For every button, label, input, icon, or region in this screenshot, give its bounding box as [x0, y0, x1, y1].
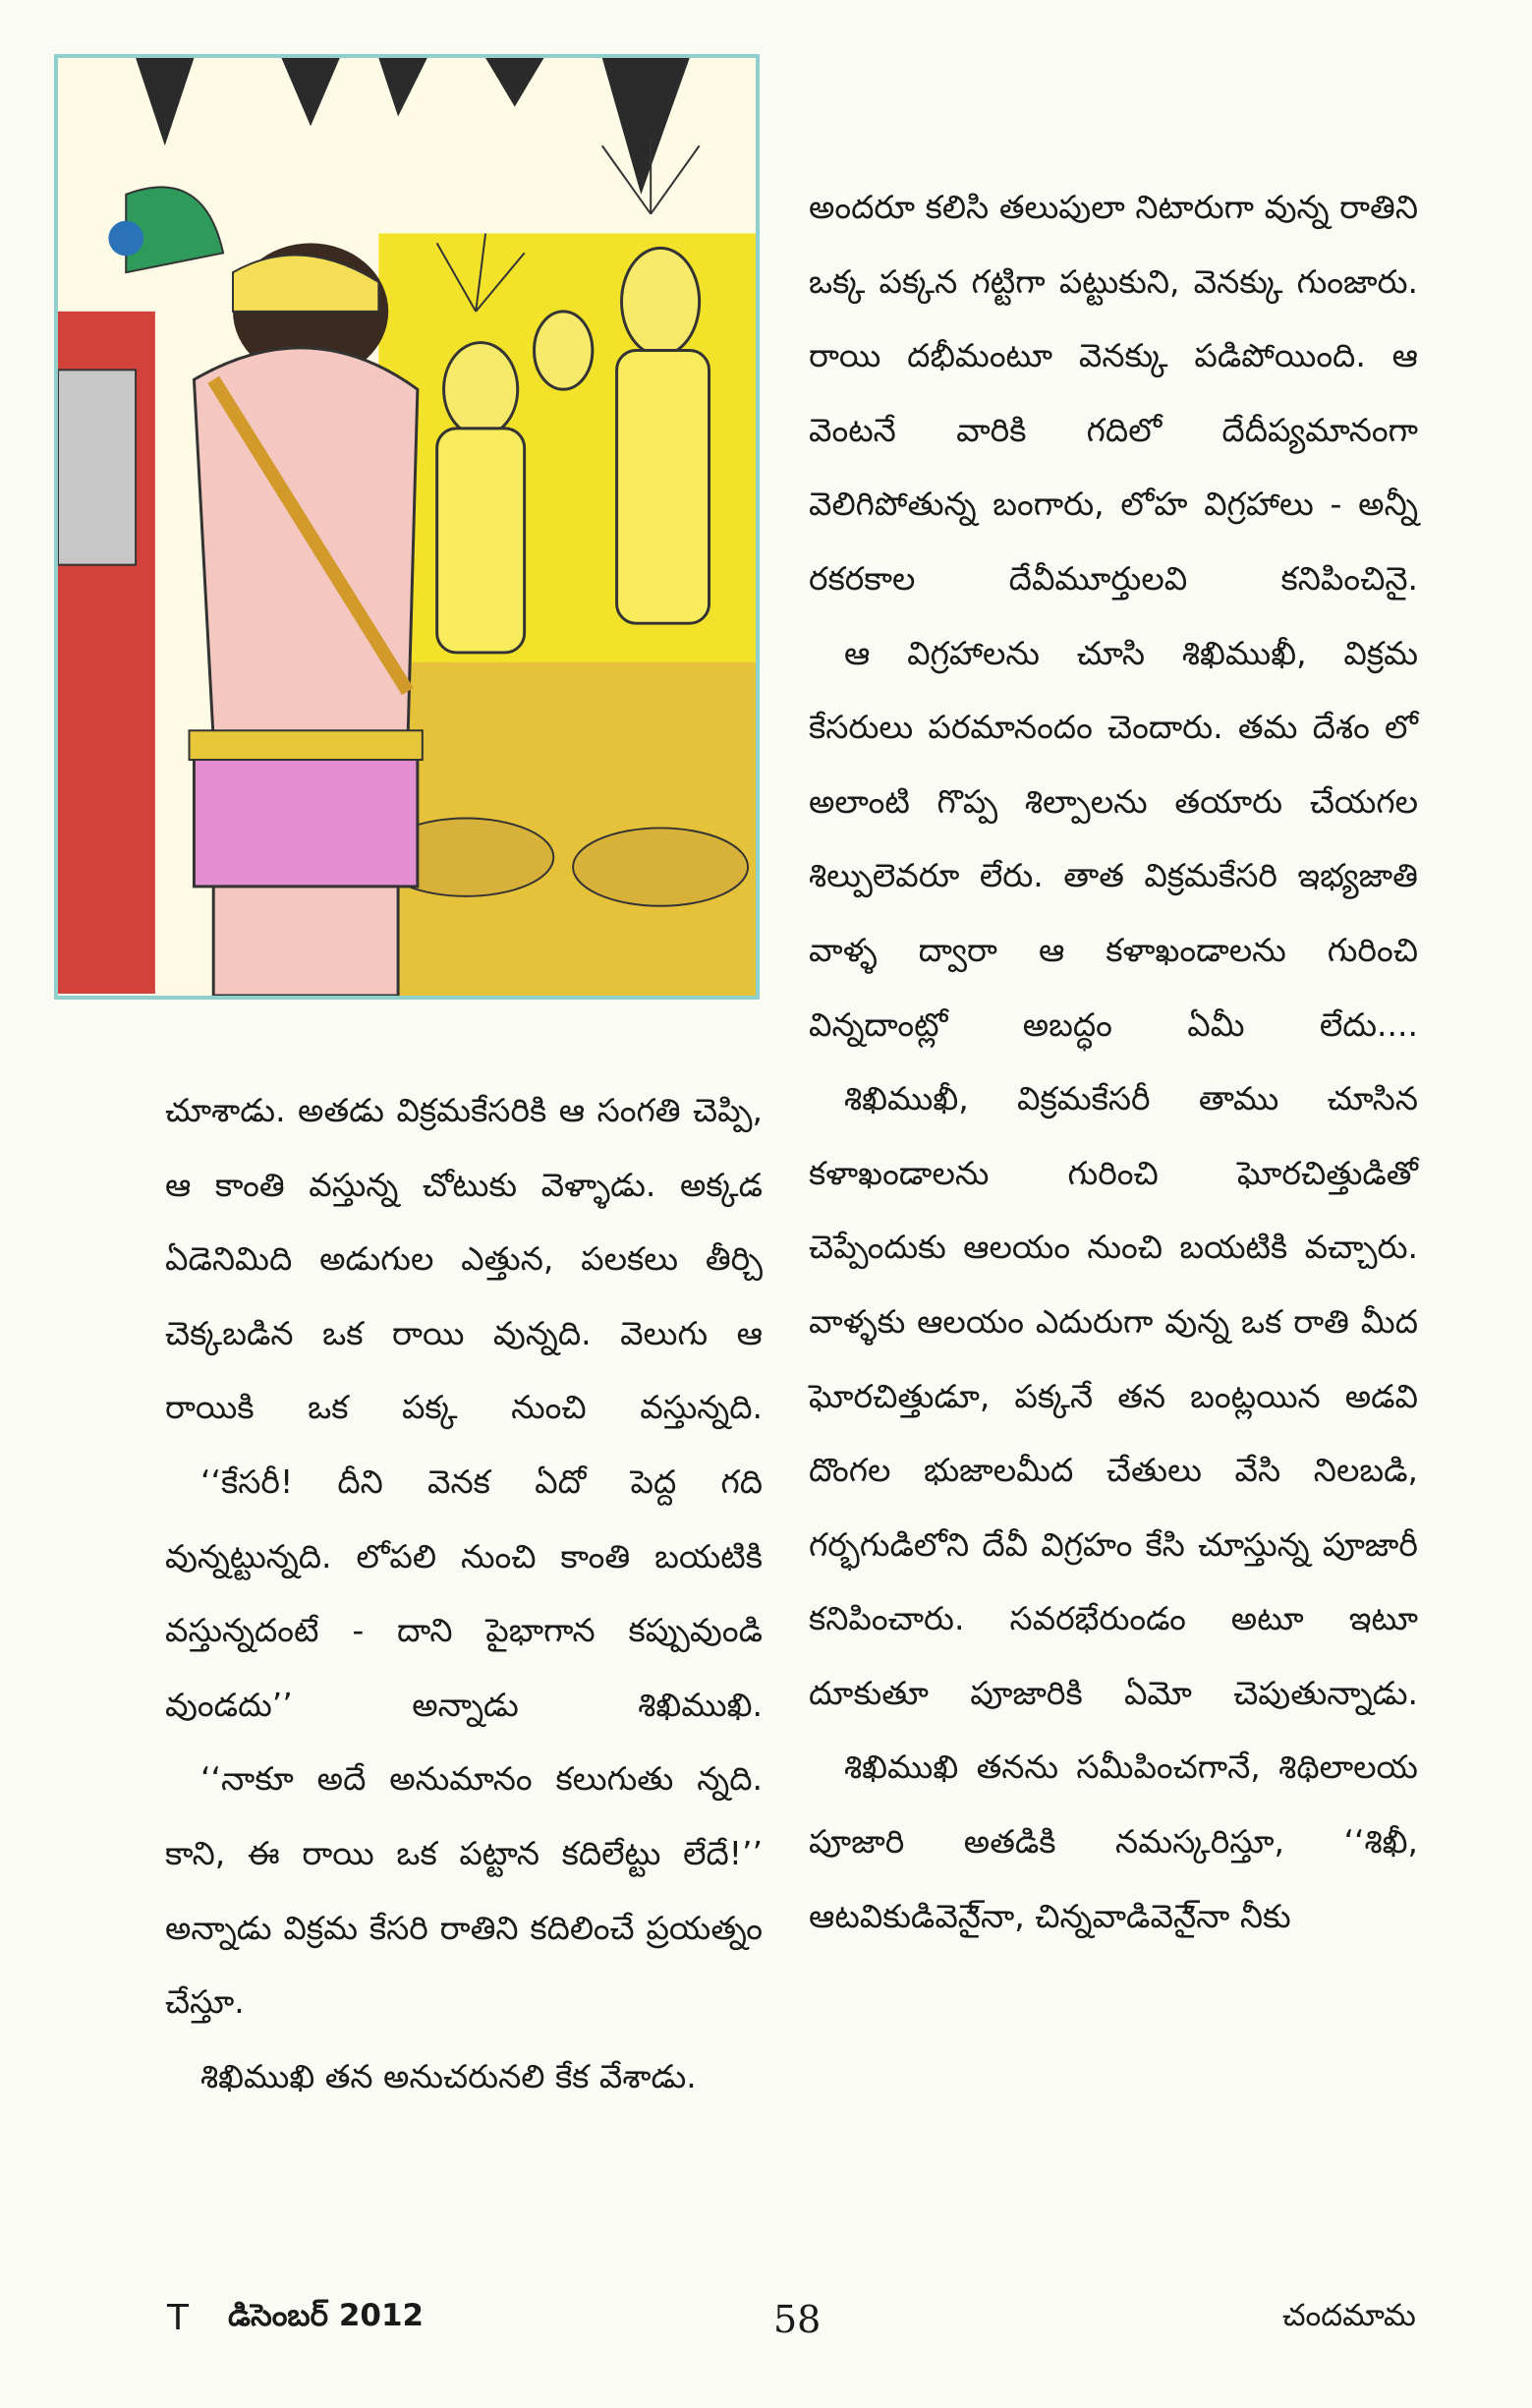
page-number: 58	[773, 2298, 822, 2341]
footer-date: డిసెంబర్ 2012	[228, 2298, 425, 2333]
paragraph: ఆ విగ్రహాలను చూసి శిఖిముఖీ, విక్రమ కేసరులు పరమానందం చెందారు. తమ దేశం లో అలాంటి గొప్ప శిల్పాలను తయారు చేయగల శిల్పులెవరూ లేరు. తాత విక్రమకేసరి ఇభ్యజాతి వాళ్ళ ద్వారా ఆ కళాఖండాలను గురించి విన్నదాంట్లో అబద్ధం ఏమీ లేదు....	[809, 633, 1418, 1044]
paragraph: శిఖిముఖి తనను సమీపించగానే, శిథిలాలయ పూజారి అతడికి నమస్కరిస్తూ, ‘‘శిఖీ, ఆటవికుడివెనై్నా, చిన్నవాడివెనై్నా నీకు	[809, 1748, 1418, 1935]
paragraph: అందరూ కలిసి తలుపులా నిటారుగా వున్న రాతిని ఒక్క పక్కన గట్టిగా పట్టుకుని, వెనక్కు గుంజారు. రాయి దభీమంటూ వెనక్కు పడిపోయింది. ఆ వెంటనే వారికి గదిలో దేదీప్యమానంగా వెలిగిపోతున్న బంగారు, లోహ విగ్రహాలు - అన్నీ రకరకాల దేవీమూర్తులవి కనిపించినై.	[809, 188, 1418, 598]
magazine-name: చందమామ	[1282, 2298, 1416, 2333]
left-text-column	[165, 1073, 763, 2113]
story-illustration	[54, 54, 760, 1000]
right-text-column	[809, 170, 1418, 1953]
paragraph: శిఖిముఖీ, విక్రమకేసరీ తాము చూసిన కళాఖండాలను గురించి ఘోరచిత్తుడితో చెప్పేందుకు ఆలయం నుంచి బయటికి వచ్చారు. వాళ్ళకు ఆలయం ఎదురుగా వున్న ఒక రాతి మీద ఘోరచిత్తుడూ, పక్కనే తన బంట్లయిన అడవి దొంగల భుజాలమీద చేతులు వేసి నిలబడి, గర్భగుడిలోని దేవీ విగ్రహం కేసి చూస్తున్న పూజారీ కనిపించారు. సవరభేరుండం అటూ ఇటూ దూకుతూ పూజారికి ఏమో చెపుతున్నాడు.	[809, 1079, 1418, 1712]
paragraph: చూశాడు. అతడు విక్రమకేసరికి ఆ సంగతి చెప్పి, ఆ కాంతి వస్తున్న చోటుకు వెళ్ళాడు. అక్కడ ఏడెనిమిది అడుగుల ఎత్తున, పలకలు తీర్చి చెక్కబడిన ఒక రాయి వున్నది. వెలుగు ఆ రాయికి ఒక పక్క నుంచి వస్తున్నది.	[165, 1091, 763, 1427]
footer-letter: T	[167, 2298, 189, 2338]
paragraph: ‘‘కేసరీ! దీని వెనక ఏదో పెద్ద గది వున్నట్టున్నది. లోపలి నుంచి కాంతి బయటికి వస్తున్నదంటే - దాని పైభాగాన కప్పువుండి వుండదు’’ అన్నాడు శిఖిముఖి.	[165, 1462, 763, 1724]
paragraph: ‘‘నాకూ అదే అనుమానం కలుగుతు న్నది. కాని, ఈ రాయి ఒక పట్టాన కదిలేట్టు లేదే!’’ అన్నాడు విక్రమ కేసరి రాతిని కదిలించే ప్రయత్నం చేస్తూ.	[165, 1759, 763, 2022]
illustration-drawing	[58, 58, 756, 996]
paragraph: శిఖిముఖి తన అనుచరునలి కేక వేశాడు.	[200, 2056, 697, 2095]
